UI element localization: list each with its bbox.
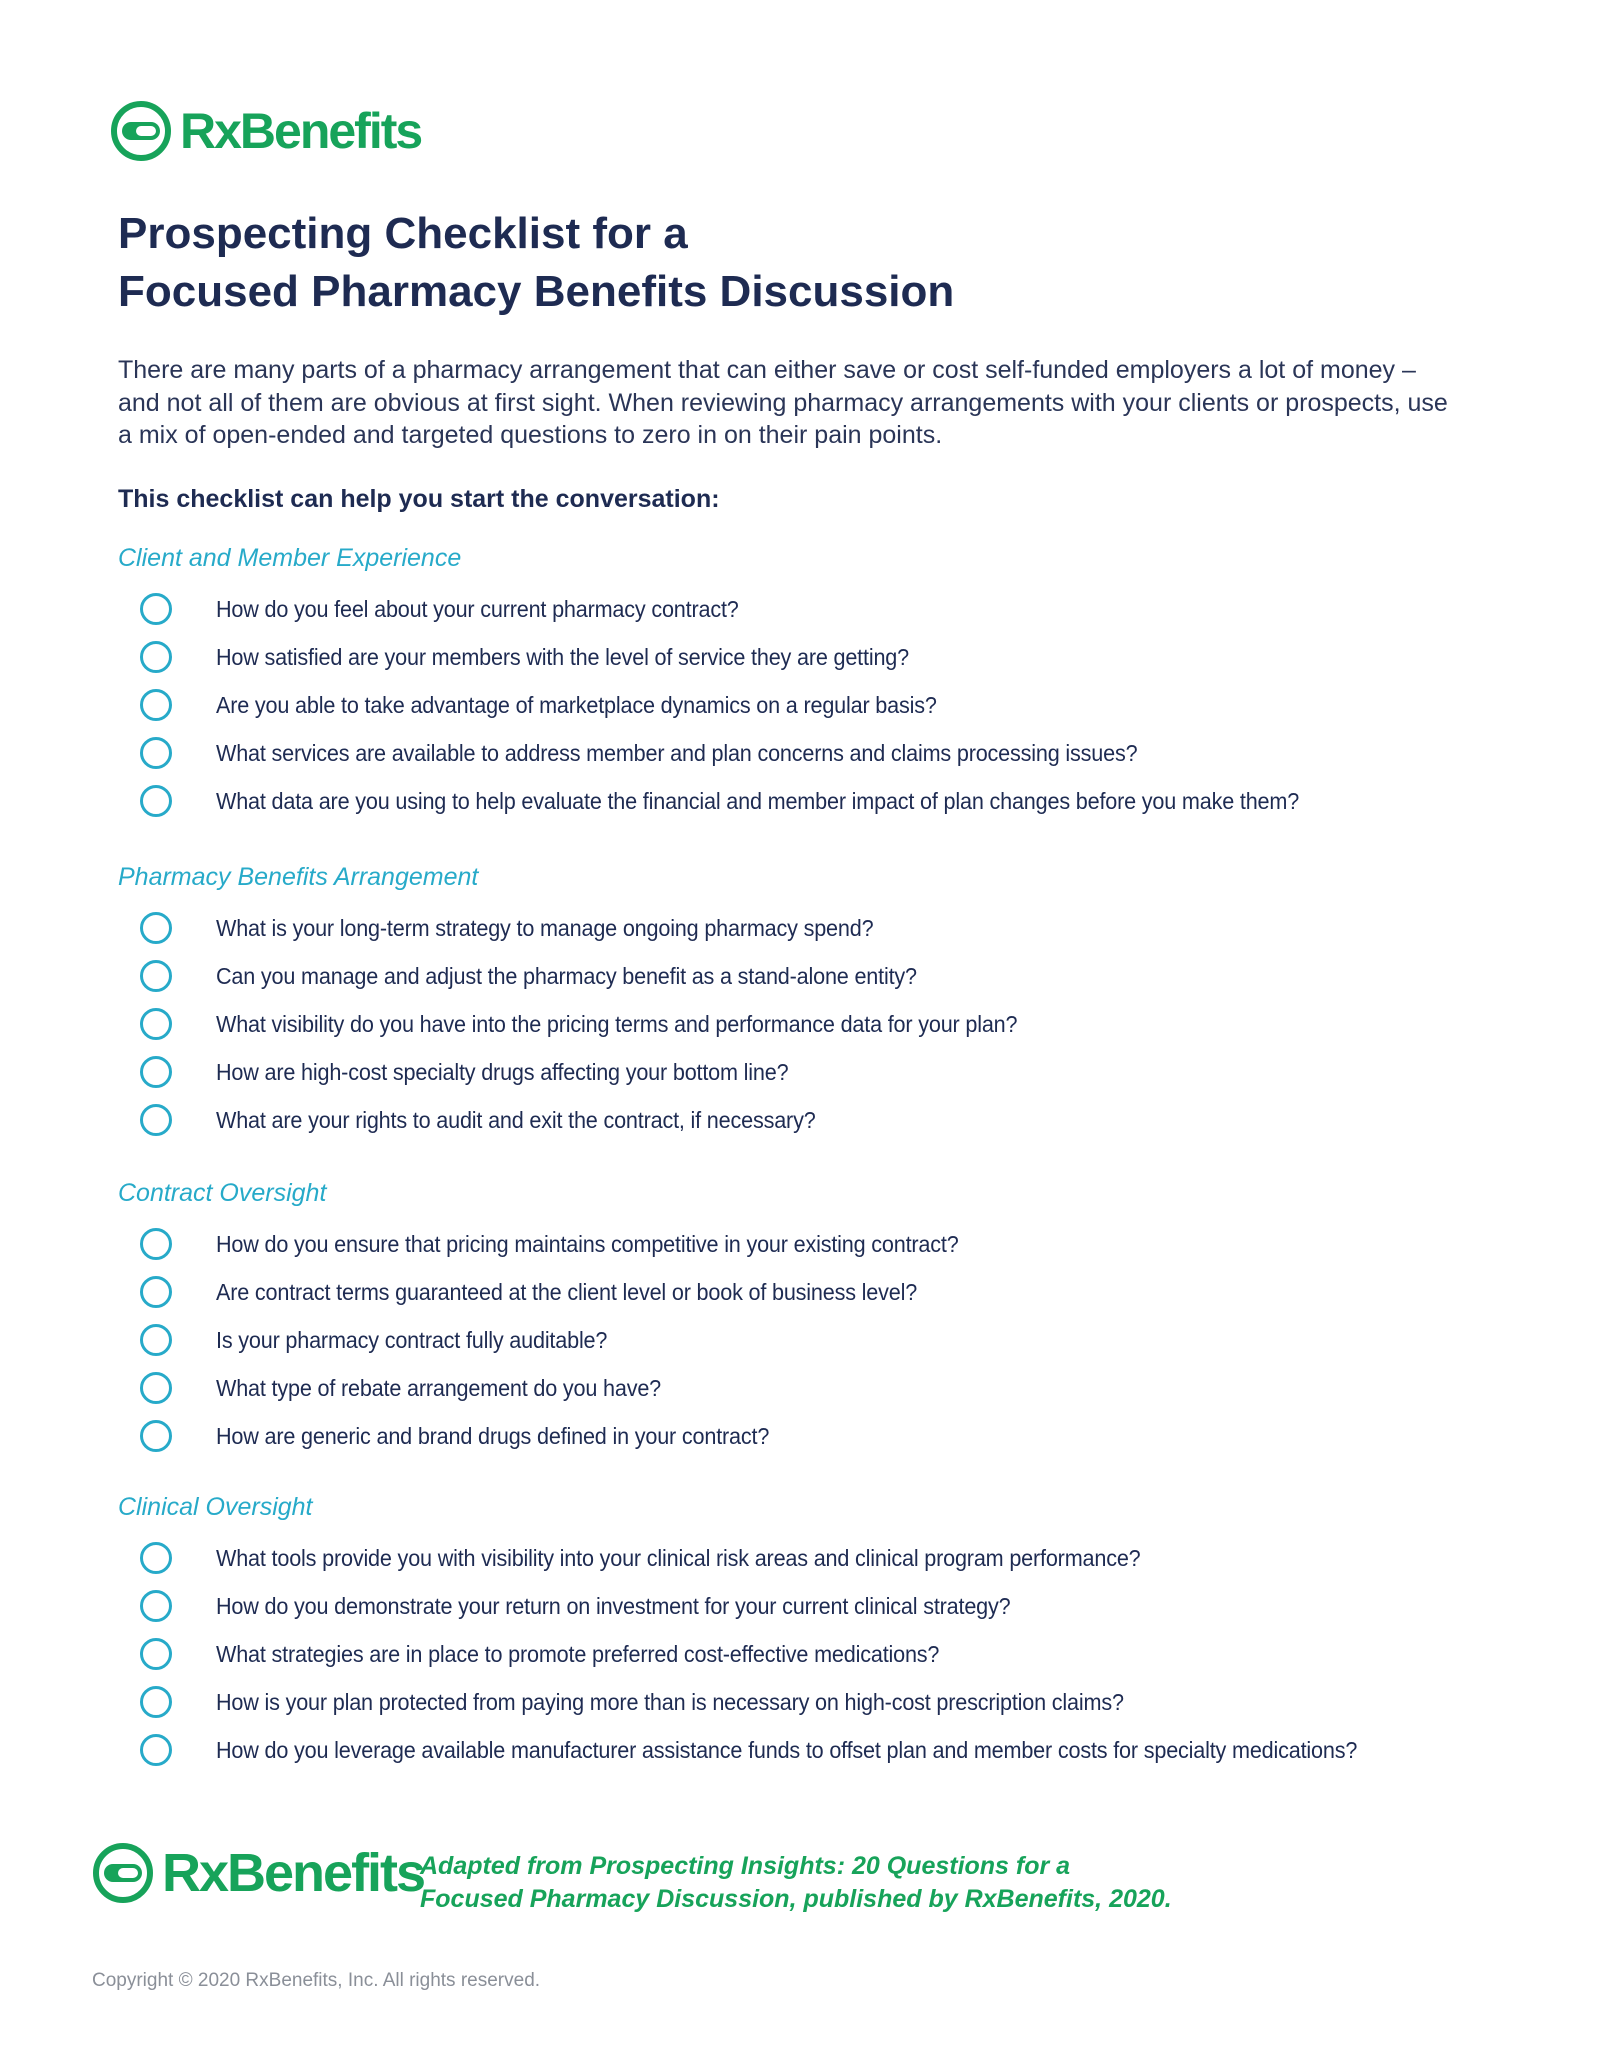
checklist-item — [118, 1582, 1538, 1630]
attribution-line-1: Adapted from Prospecting Insights: 20 Questions for a — [420, 1852, 1071, 1880]
attribution-note — [420, 1850, 1172, 1916]
checkbox-circle-icon[interactable] — [140, 1420, 172, 1452]
footer-brand-logo — [92, 1842, 424, 1904]
section-heading: Pharmacy Benefits Arrangement — [118, 863, 479, 891]
question-text: What tools provide you with visibility into your clinical risk areas and clinical program performance? — [216, 1544, 1141, 1571]
checkbox-circle-icon[interactable] — [140, 1638, 172, 1670]
checklist — [118, 1534, 1538, 1774]
question-text: How do you feel about your current pharmacy contract? — [216, 595, 739, 622]
section-heading: Contract Oversight — [118, 1179, 327, 1207]
question-text: Are contract terms guaranteed at the client level or book of business level? — [216, 1278, 918, 1305]
question-text: How do you ensure that pricing maintains competitive in your existing contract? — [216, 1230, 959, 1257]
question-text: What visibility do you have into the pricing terms and performance data for your plan? — [216, 1010, 1018, 1037]
checklist — [118, 1220, 1538, 1460]
checklist-item — [118, 1726, 1538, 1774]
checklist-item — [118, 1364, 1538, 1412]
section-clinical-oversight — [118, 1490, 1538, 1774]
checklist-item — [118, 1096, 1538, 1144]
checkbox-circle-icon[interactable] — [140, 960, 172, 992]
checkbox-circle-icon[interactable] — [140, 785, 172, 817]
title-line-1: Prospecting Checklist for a — [118, 209, 688, 258]
checkbox-circle-icon[interactable] — [140, 1056, 172, 1088]
section-heading: Client and Member Experience — [118, 544, 462, 572]
question-text: Is your pharmacy contract fully auditable? — [216, 1326, 608, 1353]
checklist — [118, 904, 1538, 1144]
checkbox-circle-icon[interactable] — [140, 737, 172, 769]
question-text: How do you leverage available manufacturer assistance funds to offset plan and member costs for specialty medications? — [216, 1736, 1358, 1763]
question-text: What data are you using to help evaluate the financial and member impact of plan changes before you make them? — [216, 787, 1300, 814]
checklist-item — [118, 1268, 1538, 1316]
question-text: What strategies are in place to promote preferred cost-effective medications? — [216, 1640, 940, 1667]
checklist-item — [118, 1048, 1538, 1096]
copyright-text: Copyright © 2020 RxBenefits, Inc. All rights reserved. — [92, 1970, 541, 1991]
section-pharmacy-benefits-arrangement — [118, 860, 1538, 1144]
checklist-item — [118, 681, 1538, 729]
checklist-item — [118, 777, 1538, 825]
pill-logo-icon — [110, 100, 172, 162]
checklist-item — [118, 1534, 1538, 1582]
checkbox-circle-icon[interactable] — [140, 689, 172, 721]
question-text: What type of rebate arrangement do you have? — [216, 1374, 662, 1401]
checklist-item — [118, 633, 1538, 681]
question-text: What is your long-term strategy to manage ongoing pharmacy spend? — [216, 914, 874, 941]
checklist-item — [118, 585, 1538, 633]
brand-wordmark: RxBenefits — [180, 103, 422, 159]
question-text: How satisfied are your members with the level of service they are getting? — [216, 643, 909, 670]
checkbox-circle-icon[interactable] — [140, 1008, 172, 1040]
checkbox-circle-icon[interactable] — [140, 1104, 172, 1136]
brand-wordmark: RxBenefits — [162, 1843, 425, 1903]
pill-logo-icon — [92, 1842, 154, 1904]
question-text: How are high-cost specialty drugs affecting your bottom line? — [216, 1058, 789, 1085]
checkbox-circle-icon[interactable] — [140, 1372, 172, 1404]
checklist-item — [118, 904, 1538, 952]
section-contract-oversight — [118, 1176, 1538, 1460]
checklist — [118, 585, 1538, 825]
checkbox-circle-icon[interactable] — [140, 1276, 172, 1308]
checklist-item — [118, 1678, 1538, 1726]
checklist-item — [118, 1000, 1538, 1048]
question-text: Can you manage and adjust the pharmacy benefit as a stand-alone entity? — [216, 962, 917, 989]
section-client-member-experience — [118, 541, 1538, 825]
checkbox-circle-icon[interactable] — [140, 641, 172, 673]
question-text: How is your plan protected from paying more than is necessary on high-cost prescription claims? — [216, 1688, 1124, 1715]
checkbox-circle-icon[interactable] — [140, 1324, 172, 1356]
question-text: What services are available to address member and plan concerns and claims processing issues? — [216, 739, 1138, 766]
section-heading: Clinical Oversight — [118, 1493, 313, 1521]
page-title — [118, 205, 1418, 321]
intro-paragraph: There are many parts of a pharmacy arrangement that can either save or cost self-funded employers a lot of money – and not all of them are obvious at first sight. When reviewing pharmacy arrangements with your clients or prospects, use a mix of open-ended and targeted questions to zero in on their pain points. — [118, 356, 1448, 449]
checkbox-circle-icon[interactable] — [140, 1686, 172, 1718]
checklist-item — [118, 1316, 1538, 1364]
checkbox-circle-icon[interactable] — [140, 593, 172, 625]
checklist-item — [118, 1412, 1538, 1460]
brand-logo — [110, 100, 421, 162]
question-text: What are your rights to audit and exit the contract, if necessary? — [216, 1106, 816, 1133]
checklist-item — [118, 1220, 1538, 1268]
question-text: Are you able to take advantage of marketplace dynamics on a regular basis? — [216, 691, 937, 718]
checklist-item — [118, 1630, 1538, 1678]
checkbox-circle-icon[interactable] — [140, 912, 172, 944]
question-text: How are generic and brand drugs defined in your contract? — [216, 1422, 770, 1449]
checklist-item — [118, 729, 1538, 777]
lead-text: This checklist can help you start the conversation: — [118, 485, 720, 513]
checkbox-circle-icon[interactable] — [140, 1590, 172, 1622]
title-line-2: Focused Pharmacy Benefits Discussion — [118, 267, 955, 316]
question-text: How do you demonstrate your return on investment for your current clinical strategy? — [216, 1592, 1011, 1619]
attribution-line-2: Focused Pharmacy Discussion, published by RxBenefits, 2020. — [420, 1885, 1172, 1913]
checklist-item — [118, 952, 1538, 1000]
checkbox-circle-icon[interactable] — [140, 1734, 172, 1766]
checkbox-circle-icon[interactable] — [140, 1542, 172, 1574]
checkbox-circle-icon[interactable] — [140, 1228, 172, 1260]
